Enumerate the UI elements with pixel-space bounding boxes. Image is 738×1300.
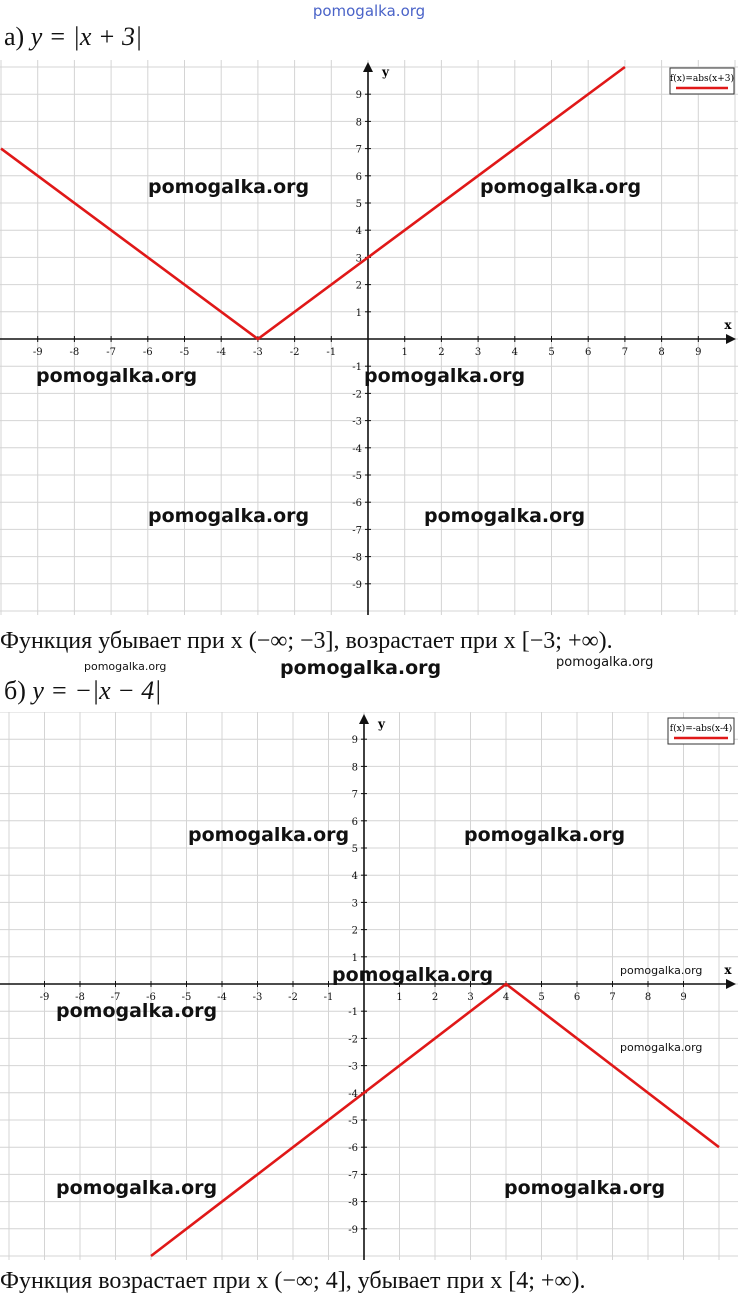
x-tick-label: -6 bbox=[146, 992, 156, 1003]
x-axis-arrow bbox=[726, 979, 736, 989]
y-tick-label: 1 bbox=[351, 952, 358, 964]
x-tick-label: 3 bbox=[474, 347, 482, 358]
x-tick-label: 9 bbox=[695, 347, 702, 358]
x-tick-label: -1 bbox=[326, 347, 337, 358]
x-tick-label: 4 bbox=[502, 992, 510, 1003]
y-tick-label: 9 bbox=[351, 735, 358, 747]
y-axis-label: y bbox=[378, 717, 385, 731]
watermark: pomogalka.org bbox=[56, 1000, 218, 1022]
x-tick-label: 5 bbox=[538, 992, 545, 1003]
x-tick-label: -7 bbox=[106, 347, 116, 358]
part-b-formula: y = −|x − 4| bbox=[32, 676, 162, 705]
x-tick-label: 5 bbox=[548, 347, 555, 358]
y-tick-label: -5 bbox=[352, 471, 362, 482]
watermark: pomogalka.org bbox=[480, 176, 642, 198]
y-tick-label: 5 bbox=[351, 844, 358, 855]
y-tick-label: -2 bbox=[352, 389, 362, 401]
y-tick-label: 7 bbox=[355, 144, 362, 156]
legend bbox=[670, 68, 734, 94]
x-tick-label: 3 bbox=[467, 992, 474, 1003]
y-tick-label: 9 bbox=[355, 90, 362, 102]
y-tick-label: 3 bbox=[351, 898, 358, 910]
part-a-heading bbox=[4, 22, 142, 52]
y-tick-label: -1 bbox=[348, 1007, 358, 1019]
x-tick-label: 7 bbox=[609, 992, 616, 1003]
watermark: pomogalka.org bbox=[148, 176, 310, 198]
watermark: pomogalka.org bbox=[280, 657, 442, 679]
y-tick-label: 5 bbox=[355, 199, 362, 210]
y-tick-label: 2 bbox=[351, 925, 358, 937]
y-tick-label: 3 bbox=[355, 253, 362, 265]
x-tick-label: 8 bbox=[658, 347, 665, 358]
x-tick-label: 2 bbox=[431, 992, 439, 1003]
watermark: pomogalka.org bbox=[464, 824, 626, 846]
part-a-formula: y = |x + 3| bbox=[30, 22, 143, 51]
y-tick-label: 2 bbox=[355, 280, 362, 292]
x-tick-label: 6 bbox=[573, 992, 581, 1003]
watermark: pomogalka.org bbox=[56, 1177, 218, 1199]
y-tick-label: 4 bbox=[351, 871, 358, 883]
x-axis-label: x bbox=[724, 318, 732, 332]
x-tick-label: -2 bbox=[288, 992, 298, 1003]
y-tick-label: 1 bbox=[355, 307, 362, 319]
watermark-small: pomogalka.org bbox=[84, 660, 167, 673]
y-tick-label: 7 bbox=[351, 789, 358, 801]
watermark: pomogalka.org bbox=[364, 365, 526, 387]
legend bbox=[668, 718, 734, 744]
x-tick-label: -1 bbox=[323, 992, 334, 1003]
legend-label: f(x)=-abs(x-4) bbox=[669, 724, 733, 734]
x-tick-label: -3 bbox=[252, 992, 263, 1003]
y-tick-label: -9 bbox=[348, 1224, 358, 1236]
watermark: pomogalka.org bbox=[504, 1177, 666, 1199]
part-b-caption: Функция возрастает при x (−∞; 4], убывает при x [4; +∞). bbox=[0, 1268, 586, 1294]
y-axis-arrow bbox=[359, 714, 369, 724]
x-tick-label: 4 bbox=[511, 347, 518, 358]
x-tick-label: 1 bbox=[396, 992, 403, 1003]
y-tick-label: -3 bbox=[352, 416, 362, 428]
x-tick-label: -9 bbox=[39, 992, 50, 1003]
y-tick-label: -3 bbox=[348, 1061, 358, 1073]
part-b-heading bbox=[4, 676, 161, 706]
y-tick-label: 8 bbox=[355, 117, 362, 129]
y-tick-label: 6 bbox=[355, 171, 362, 183]
x-tick-label: 9 bbox=[680, 992, 687, 1003]
x-tick-label: -4 bbox=[217, 992, 227, 1003]
y-tick-label: -1 bbox=[352, 362, 362, 374]
watermark-small: pomogalka.org bbox=[620, 964, 703, 977]
x-tick-label: -9 bbox=[32, 347, 43, 358]
y-tick-label: -4 bbox=[348, 1088, 358, 1100]
x-tick-label: -8 bbox=[75, 992, 85, 1003]
x-tick-label: 6 bbox=[585, 347, 592, 358]
part-a-label: а) bbox=[4, 22, 25, 51]
y-tick-label: -2 bbox=[348, 1034, 358, 1046]
x-tick-label: -3 bbox=[253, 347, 263, 358]
watermark: pomogalka.org bbox=[148, 505, 310, 527]
y-tick-label: -8 bbox=[352, 552, 362, 564]
site-banner[interactable]: pomogalka.org bbox=[312, 2, 426, 20]
x-axis-label: x bbox=[724, 963, 732, 977]
part-a-caption: Функция убывает при x (−∞; −3], возрастает при x [−3; +∞). bbox=[0, 628, 613, 654]
x-tick-label: -6 bbox=[142, 347, 153, 358]
y-tick-label: -9 bbox=[352, 579, 362, 591]
legend-label: f(x)=abs(x+3) bbox=[669, 74, 735, 84]
y-tick-label: 4 bbox=[355, 226, 362, 238]
watermark: pomogalka.org bbox=[36, 365, 198, 387]
y-tick-label: -8 bbox=[348, 1197, 358, 1209]
y-tick-label: 8 bbox=[351, 762, 358, 774]
watermark-small: pomogalka.org bbox=[556, 655, 654, 670]
x-tick-label: -2 bbox=[289, 347, 300, 358]
part-b-label: б) bbox=[4, 676, 26, 705]
x-tick-label: -5 bbox=[181, 992, 192, 1003]
y-tick-label: -4 bbox=[352, 443, 362, 455]
x-tick-label: -4 bbox=[216, 347, 227, 358]
x-tick-label: 7 bbox=[621, 347, 629, 358]
y-tick-label: 6 bbox=[351, 816, 358, 828]
watermark-small: pomogalka.org bbox=[620, 1041, 703, 1054]
x-tick-label: 8 bbox=[644, 992, 652, 1003]
watermark: pomogalka.org bbox=[188, 824, 350, 846]
chart-a bbox=[0, 60, 738, 615]
y-tick-label: -7 bbox=[352, 525, 362, 537]
y-tick-label: -6 bbox=[352, 498, 362, 510]
y-axis-label: y bbox=[382, 65, 389, 79]
x-tick-label: -5 bbox=[179, 347, 190, 358]
x-tick-label: 1 bbox=[401, 347, 408, 358]
y-tick-label: -5 bbox=[348, 1116, 358, 1127]
y-tick-label: -7 bbox=[348, 1170, 358, 1182]
x-tick-label: 2 bbox=[438, 347, 445, 358]
x-tick-label: -7 bbox=[110, 992, 121, 1003]
x-tick-label: -8 bbox=[69, 347, 80, 358]
watermark: pomogalka.org bbox=[424, 505, 586, 527]
y-tick-label: -6 bbox=[348, 1143, 358, 1155]
watermark: pomogalka.org bbox=[332, 964, 494, 986]
